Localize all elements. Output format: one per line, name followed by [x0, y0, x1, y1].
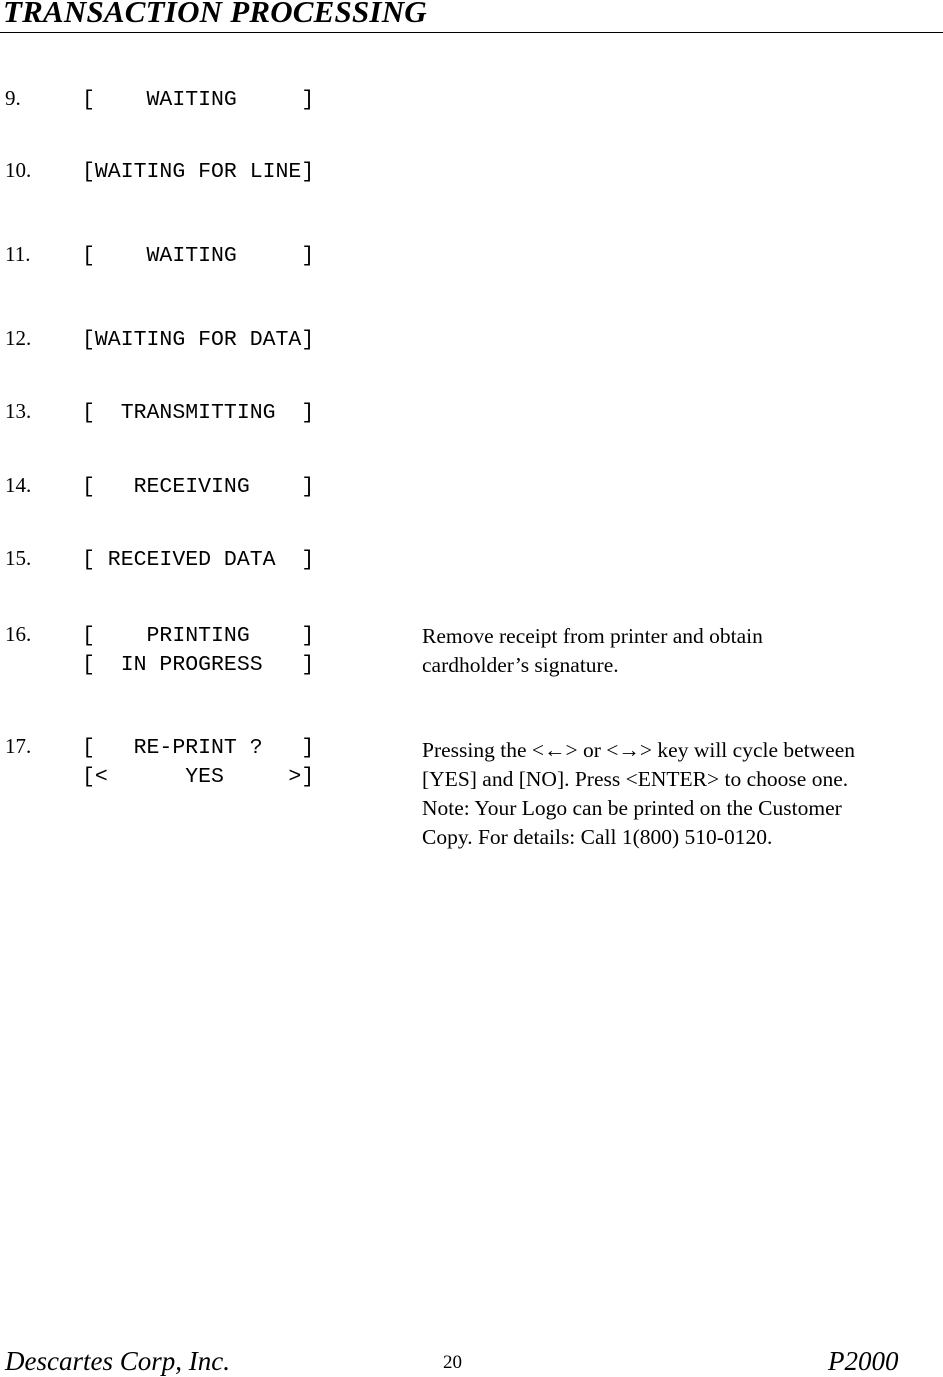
- step-number: 13.: [5, 399, 32, 423]
- step-number: 9.: [5, 86, 21, 110]
- footer-page-number: 20: [443, 1352, 462, 1373]
- lcd-display-line: [WAITING FOR LINE]: [82, 160, 315, 184]
- lcd-display-line: [ WAITING ]: [82, 244, 315, 268]
- lcd-display-line: [WAITING FOR DATA]: [82, 328, 315, 352]
- lcd-display-line: [ PRINTING ]: [82, 624, 315, 648]
- lcd-display-line: [ TRANSMITTING ]: [82, 401, 315, 425]
- lcd-display-line: [ IN PROGRESS ]: [82, 653, 315, 677]
- step-number: 12.: [5, 326, 32, 350]
- lcd-display-line: [ RECEIVED DATA ]: [82, 548, 315, 572]
- step-number: 16.: [5, 622, 32, 646]
- lcd-display-line: [ RE-PRINT ? ]: [82, 736, 315, 760]
- step-note-line: Copy. For details: Call 1(800) 510-0120.: [422, 825, 773, 849]
- lcd-display-line: [< YES >]: [82, 765, 315, 789]
- step-number: 14.: [5, 473, 32, 497]
- step-number: 11.: [5, 242, 31, 266]
- step-note-line: Note: Your Logo can be printed on the Customer: [422, 796, 842, 820]
- step-note-line: [YES] and [NO]. Press <ENTER> to choose one.: [422, 767, 849, 791]
- lcd-display-line: [ RECEIVING ]: [82, 475, 315, 499]
- step-note-line: Remove receipt from printer and obtain: [422, 624, 763, 648]
- step-number: 15.: [5, 546, 32, 570]
- lcd-display-line: [ WAITING ]: [82, 88, 315, 112]
- page-header-title: TRANSACTION PROCESSING: [3, 0, 427, 29]
- step-number: 10.: [5, 158, 32, 182]
- step-number: 17.: [5, 734, 32, 758]
- footer-company: Descartes Corp, Inc.: [5, 1346, 230, 1376]
- step-note-line: cardholder’s signature.: [422, 653, 619, 677]
- header-divider: [0, 32, 943, 33]
- step-note-line: Pressing the <←> or <→> key will cycle between: [422, 738, 856, 762]
- footer-model: P2000: [828, 1346, 899, 1376]
